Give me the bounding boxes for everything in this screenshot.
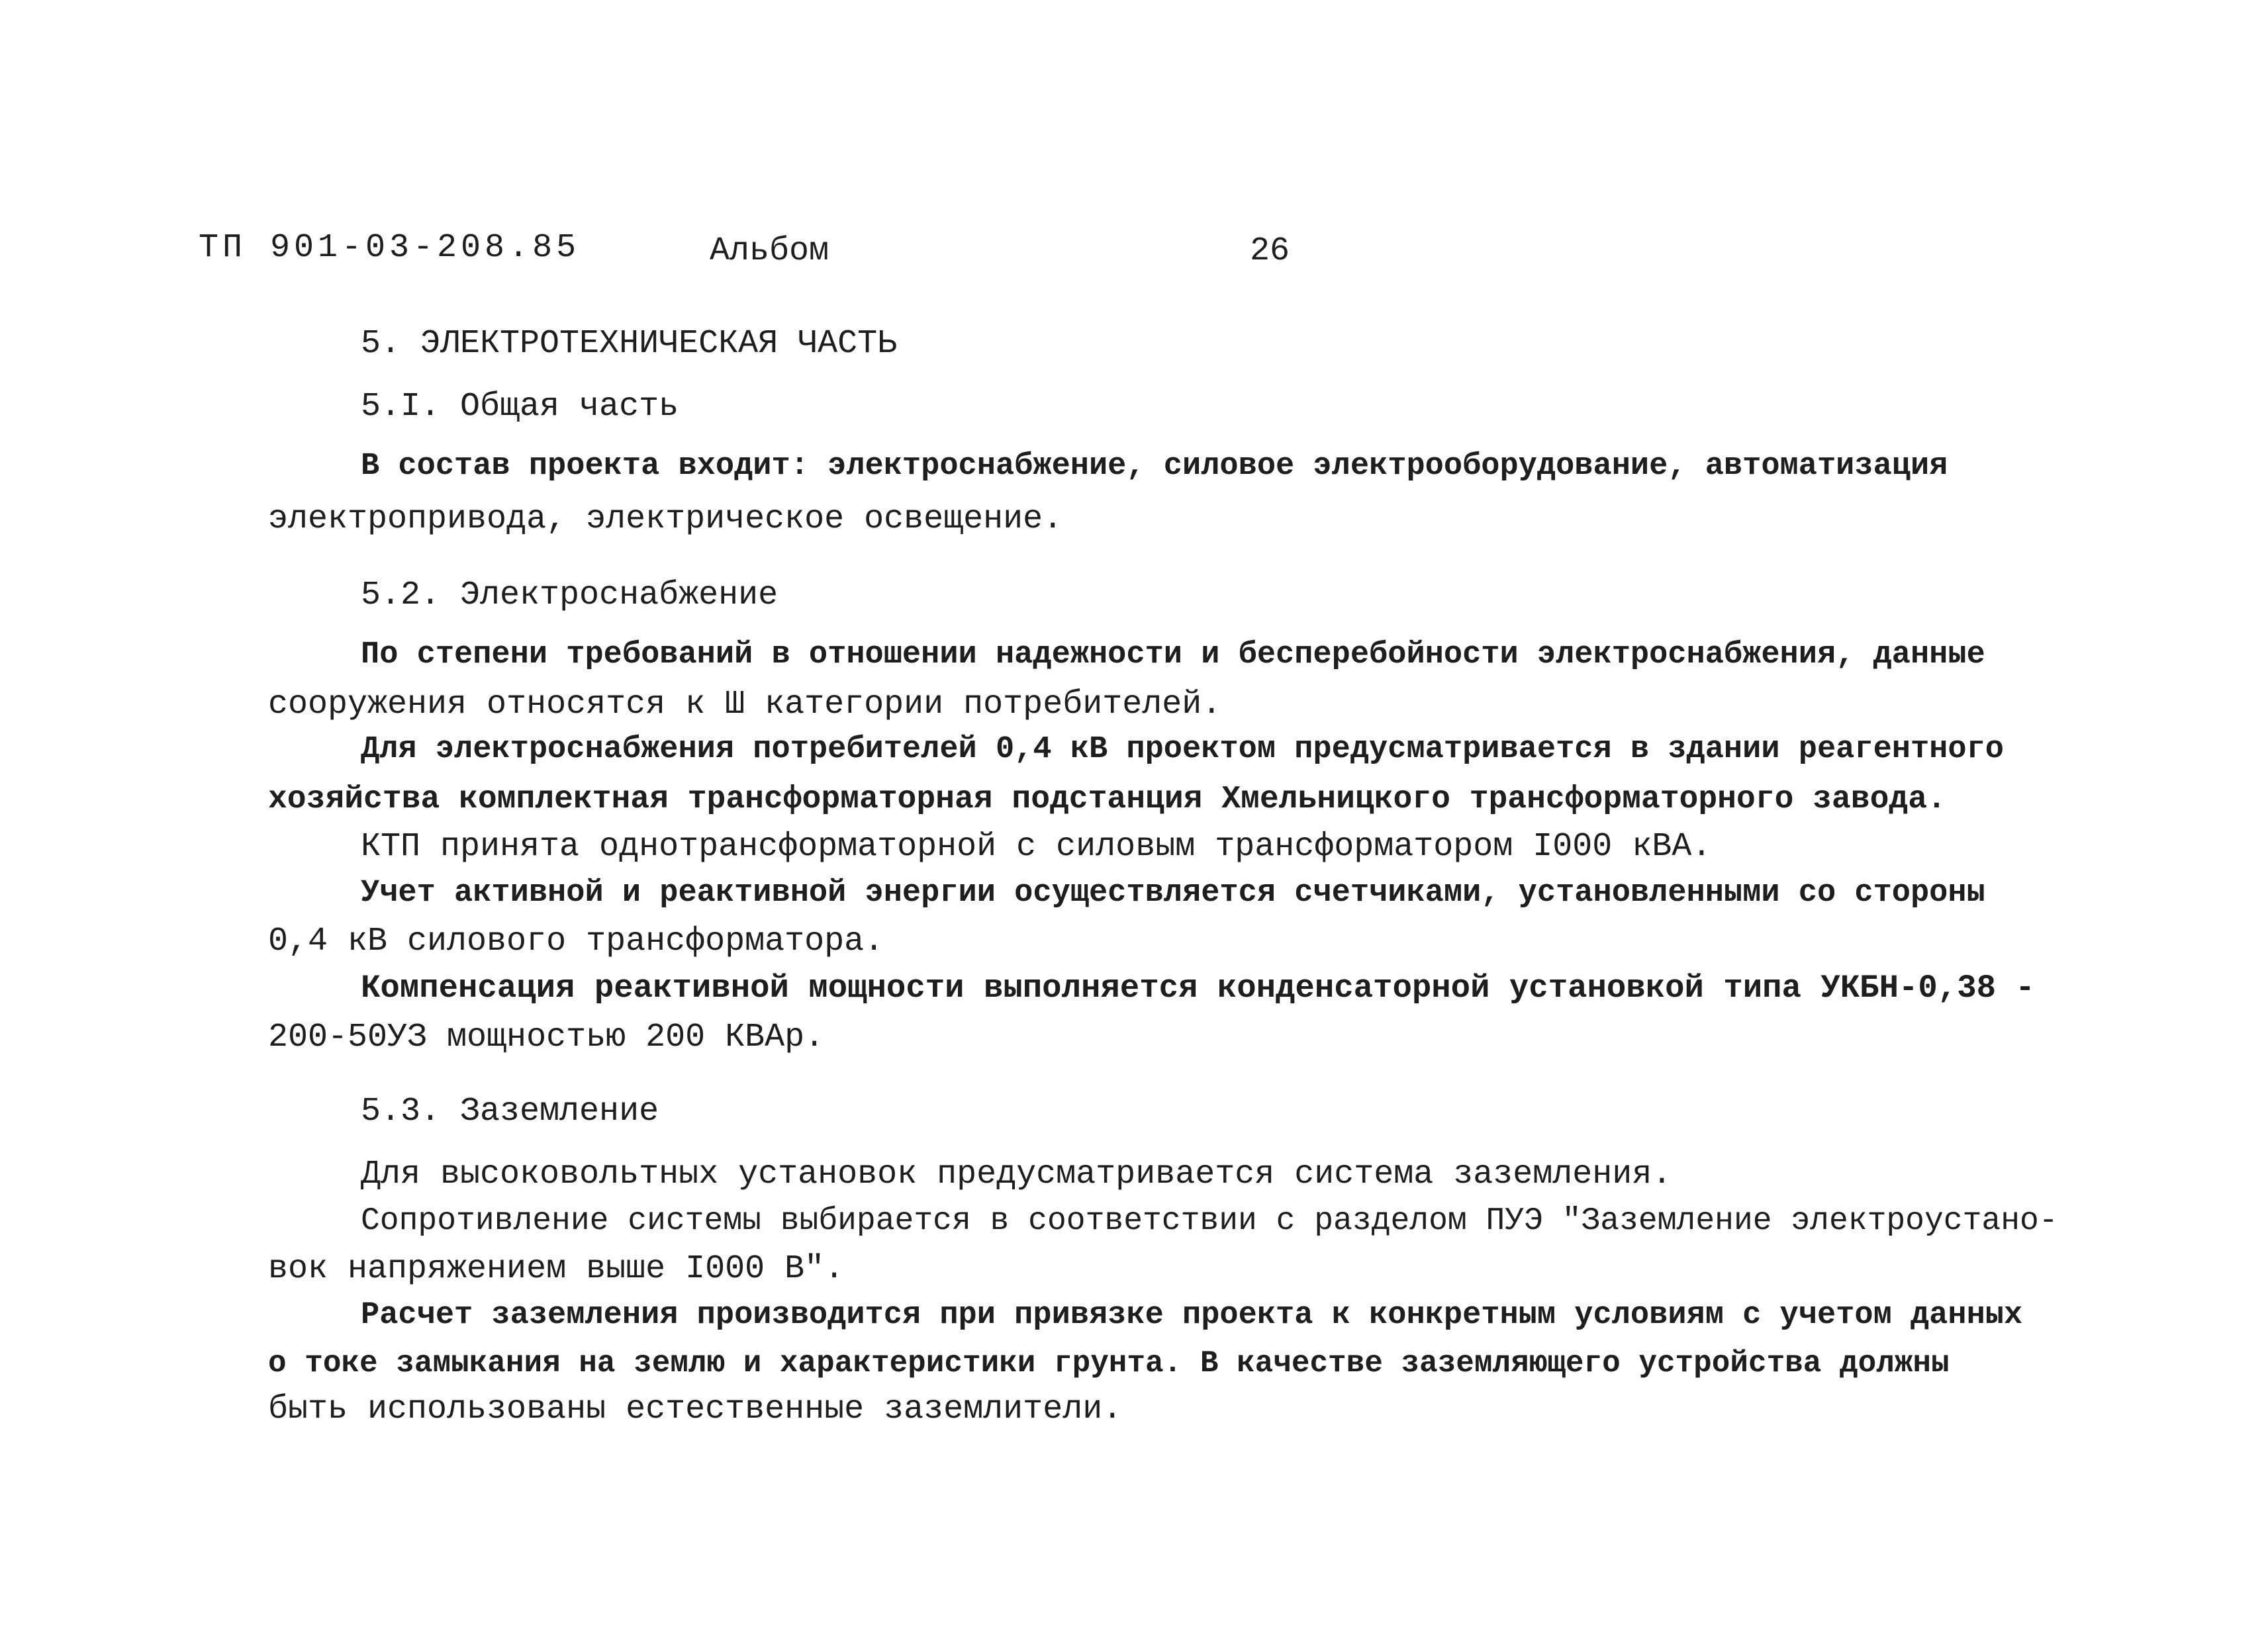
paragraph-line: сооружения относятся к Ш категории потребителей. [268,686,1222,723]
paragraph-line: вок напряжением выше I000 В". [268,1250,845,1288]
document-code: ТП 901-03-208.85 [199,229,581,267]
album-label: Альбом [710,232,829,270]
paragraph-line: Для высоковольтных установок предусматривается система заземления. [361,1156,1672,1193]
paragraph-line: быть использованы естественные заземлители. [268,1391,1123,1428]
subsection-heading-5-2: 5.2. Электроснабжение [361,576,779,614]
paragraph-line: По степени требований в отношении надежности и бесперебойности электроснабжения, данные [361,637,1985,672]
paragraph-line: о токе замыкания на землю и характеристики грунта. В качестве заземляющего устройства должны [268,1346,1950,1381]
paragraph-line: Сопротивление системы выбирается в соответствии с разделом ПУЭ "Заземление электроустано- [361,1203,2058,1239]
paragraph-line: Расчет заземления производится при привязке проекта к конкретным условиям с учетом данных [361,1298,2023,1333]
subsection-heading-5-3: 5.3. Заземление [361,1093,659,1130]
paragraph-line: Для электроснабжения потребителей 0,4 кВ проектом предусматривается в здании реагентного [361,732,2005,767]
paragraph-line: В состав проекта входит: электроснабжение, силовое электрооборудование, автоматизация [361,449,1948,484]
paragraph-line: хозяйства комплектная трансформаторная подстанция Хмельницкого трансформаторного завода. [268,782,1946,817]
paragraph-line: Учет активной и реактивной энергии осуществляется счетчиками, установленными со стороны [361,876,1985,911]
paragraph-line: электропривода, электрическое освещение. [268,500,1063,538]
paragraph-line: 200-50УЗ мощностью 200 КВАр. [268,1019,825,1056]
paragraph-line: Компенсация реактивной мощности выполняется конденсаторной установкой типа УКБН-0,38 - [361,970,2035,1007]
page-number: 26 [1250,232,1290,270]
paragraph-line: 0,4 кВ силового трансформатора. [268,923,884,960]
section-title: 5. ЭЛЕКТРОТЕХНИЧЕСКАЯ ЧАСТЬ [361,325,898,363]
paragraph-line: КТП принята однотрансформаторной с силовым трансформатором I000 кВА. [361,828,1712,866]
subsection-heading-5-1: 5.I. Общая часть [361,388,679,426]
